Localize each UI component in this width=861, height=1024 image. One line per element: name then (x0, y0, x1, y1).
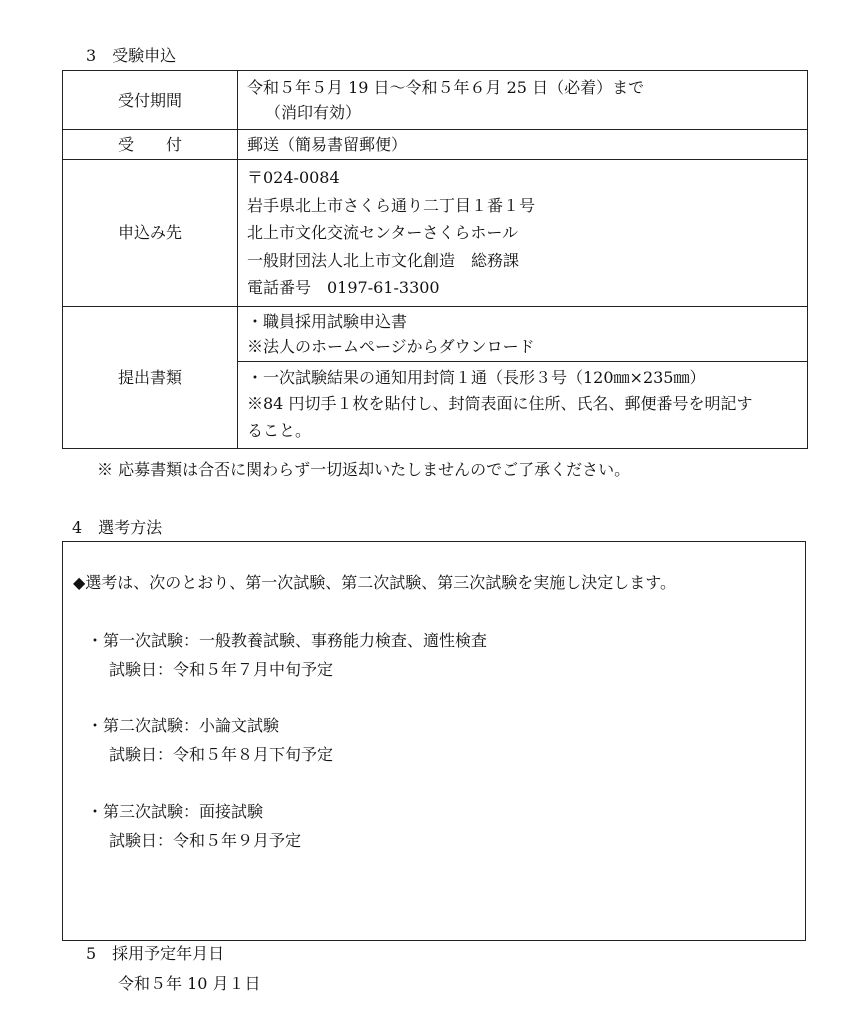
documents-2-line-3: ること。 (247, 421, 312, 440)
value-documents-1 (238, 306, 808, 361)
selection-method-box (62, 541, 806, 941)
value-documents-2 (238, 361, 808, 448)
documents-1-line-2: ※法人のホームページからダウンロード (247, 336, 535, 356)
label-period: 受付期間 (63, 71, 238, 130)
value-reception (238, 130, 808, 160)
address-venue: 北上市文化交流センターさくらホール (247, 223, 519, 242)
application-table (62, 70, 808, 449)
documents-1-line-1: ・職員採用試験申込書 (247, 311, 408, 331)
table-row-reception (63, 130, 808, 160)
reception-line-1: 郵送（簡易書留郵便） (247, 135, 408, 154)
section-4-heading: 4 選考方法 (72, 518, 163, 537)
address-street: 岩手県北上市さくら通り二丁目１番１号 (247, 195, 536, 215)
table-row-documents-1 (63, 306, 808, 361)
period-line-1: 令和５年５月 19 日〜令和５年６月 25 日（必着）まで (247, 78, 645, 97)
exam-3-date: 試験日：令和５年９月予定 (109, 831, 302, 850)
section-5-heading: 5 採用予定年月日 (86, 944, 225, 963)
exam-2-date: 試験日：令和５年８月下旬予定 (109, 745, 334, 764)
address-organization: 一般財団法人北上市文化創造 総務課 (247, 250, 520, 270)
value-address (238, 160, 808, 307)
label-documents: 提出書類 (63, 306, 238, 448)
exam-1-title: ・第一次試験：一般教養試験、事務能力検査、適性検査 (87, 631, 488, 650)
documents-2-line-1: ・一次試験結果の通知用封筒１通（長形３号（120㎜×235㎜） (247, 368, 706, 387)
label-reception: 受 付 (63, 130, 238, 160)
return-note: ※ 応募書類は合否に関わらず一切返却いたしませんのでご了承ください。 (97, 460, 631, 479)
hiring-date: 令和５年 10 月１日 (118, 974, 261, 993)
documents-2-line-2: ※84 円切手１枚を貼付し、封筒表面に住所、氏名、郵便番号を明記す (247, 394, 753, 413)
exam-3-title: ・第三次試験：面接試験 (87, 802, 264, 821)
section-3-heading: 3 受験申込 (86, 46, 177, 65)
table-row-address (63, 160, 808, 307)
period-line-2: （消印有効） (265, 103, 362, 122)
address-phone: 電話番号 0197-61-3300 (247, 278, 440, 297)
table-row-period (63, 71, 808, 130)
address-postal-code: 〒024-0084 (247, 168, 340, 187)
exam-1-date: 試験日：令和５年７月中旬予定 (109, 660, 334, 679)
exam-2-title: ・第二次試験：小論文試験 (87, 716, 280, 735)
value-period (238, 71, 808, 130)
selection-intro: ◆選考は、次のとおり、第一次試験、第二次試験、第三次試験を実施し決定します。 (73, 573, 677, 592)
label-address: 申込み先 (63, 160, 238, 307)
